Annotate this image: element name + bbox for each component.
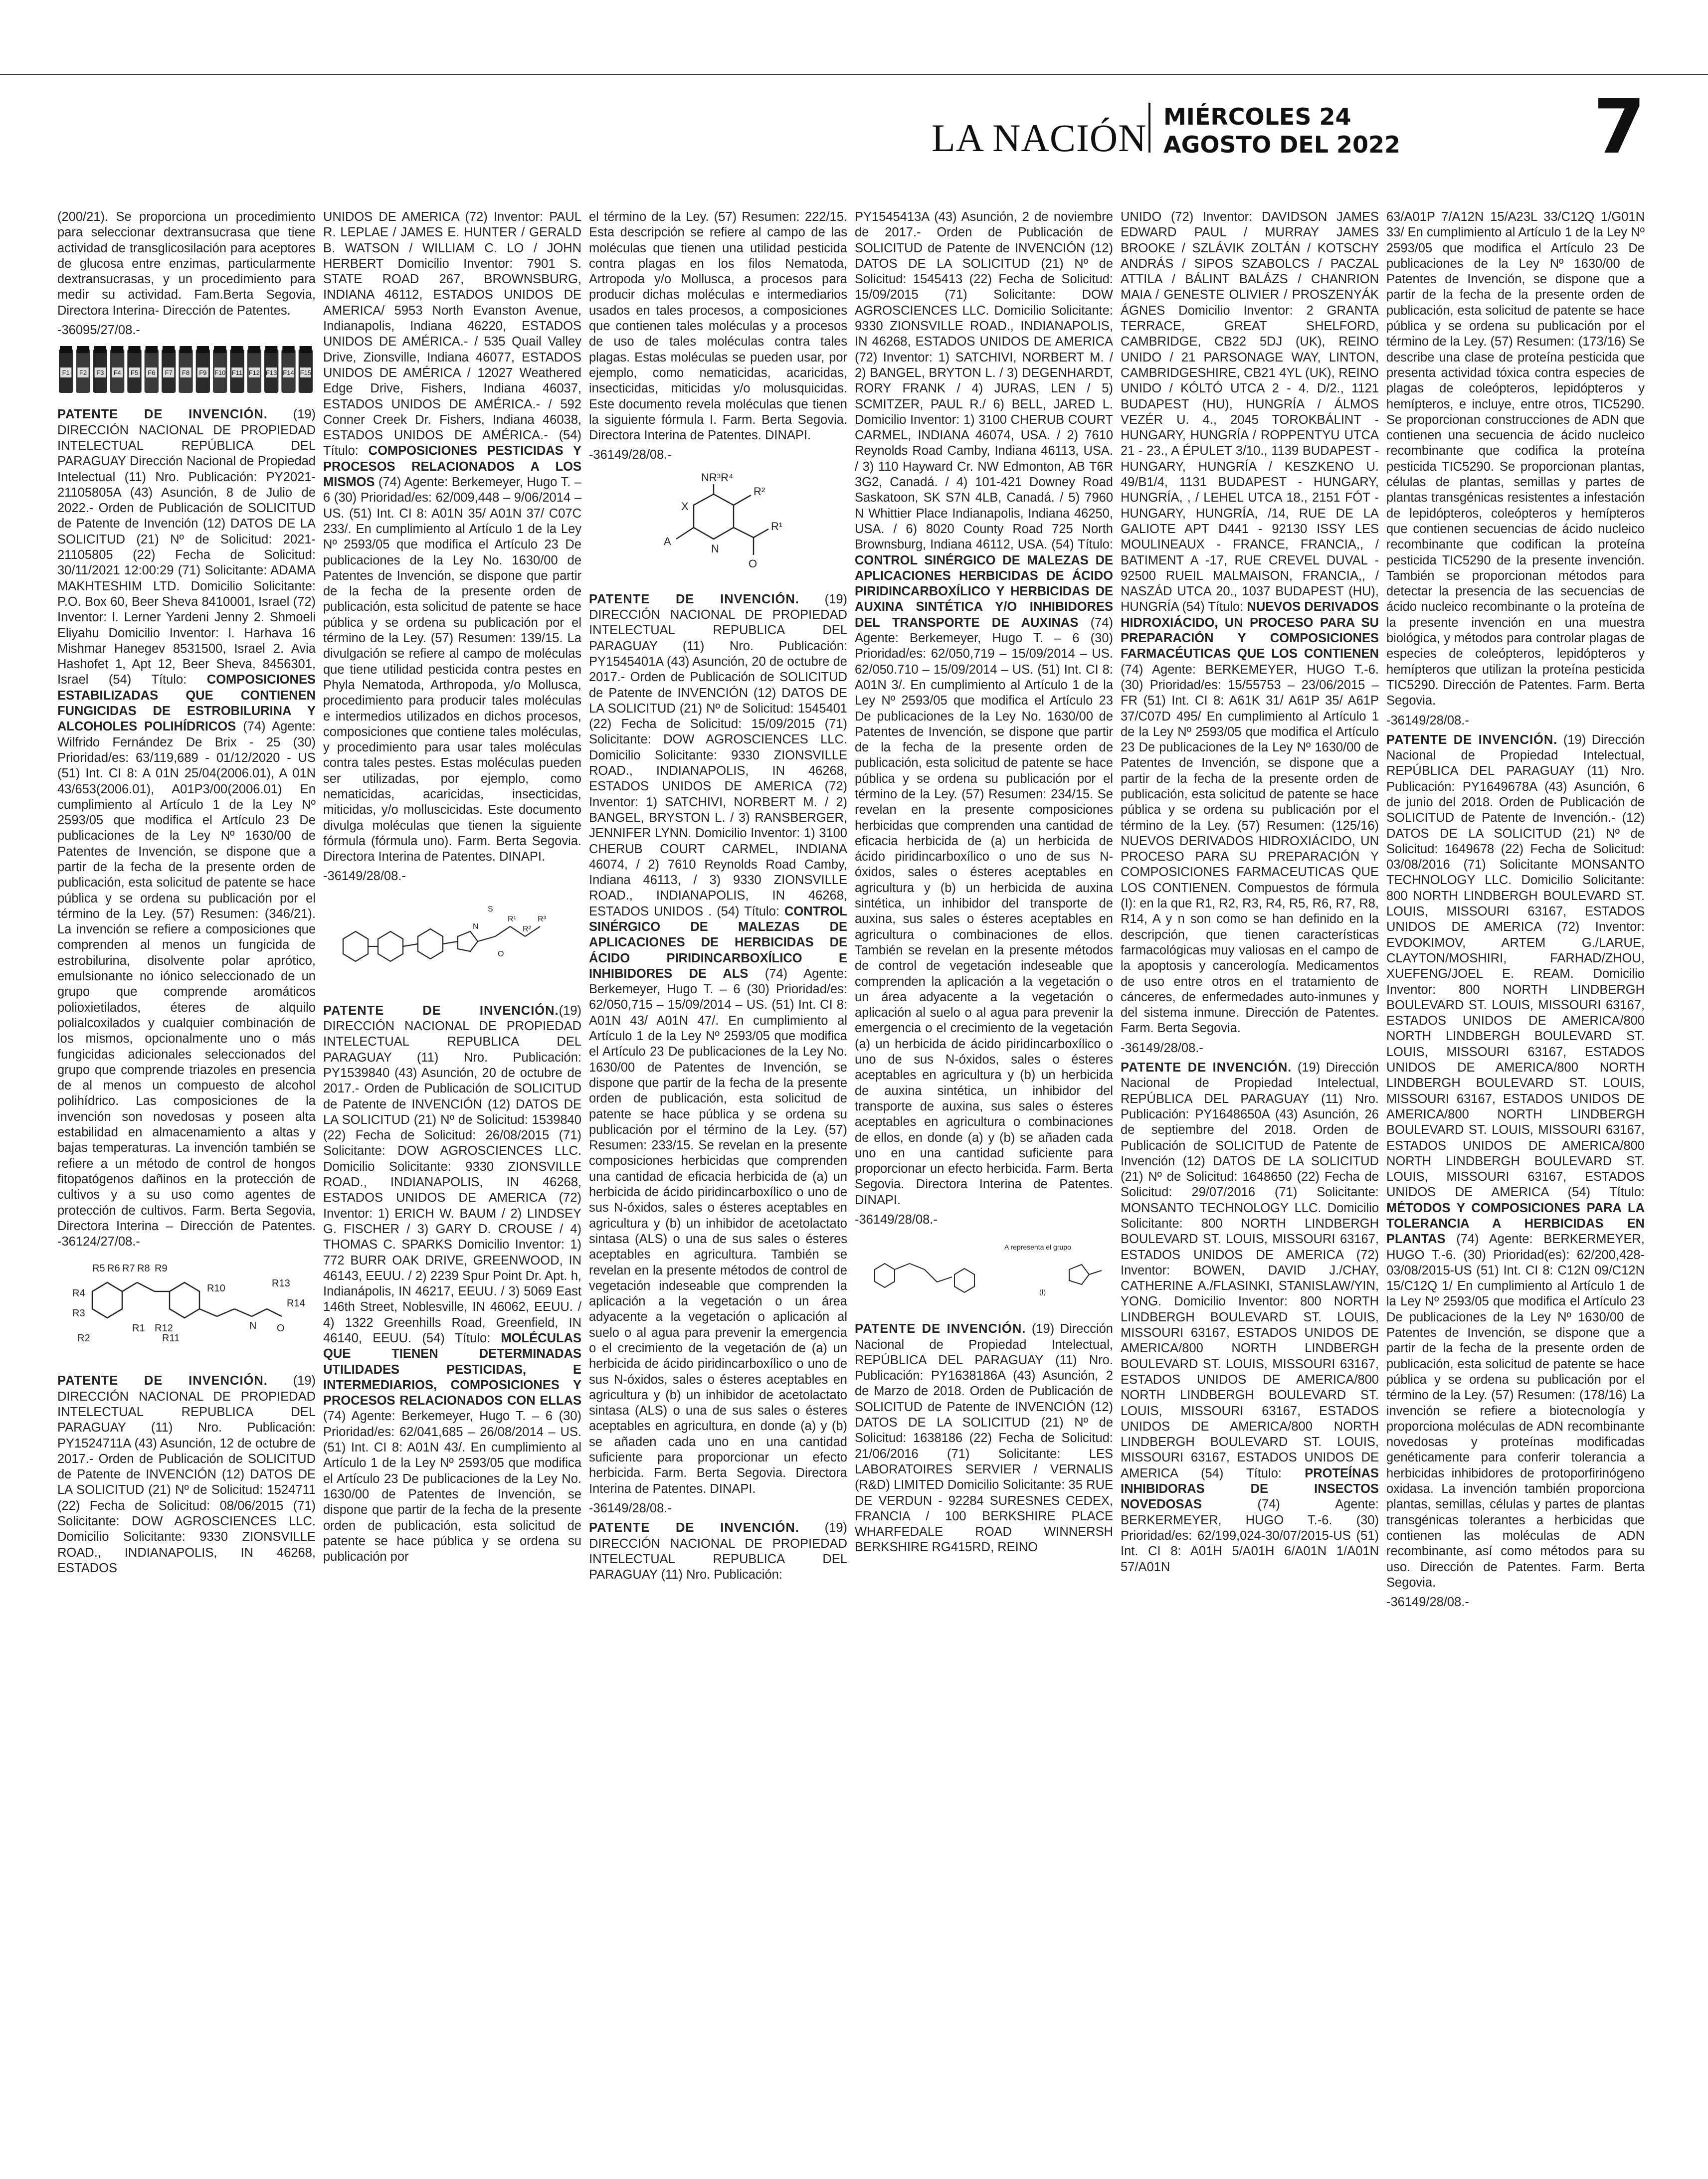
patent-entry: PATENTE DE INVENCIÓN. (19) DIRECCIÓN NACIONAL DE PROPIEDAD INTELECTUAL REPUBLICA DEL PARAGUAY (11) Nro. Publicación: xyxy=(589,1521,847,1582)
vial-label: F14 xyxy=(283,369,294,377)
column-5 xyxy=(1121,209,1379,2164)
entry-title: PATENTE DE INVENCIÓN. xyxy=(57,407,268,422)
vial-cap xyxy=(94,346,106,353)
vial-label: F3 xyxy=(96,369,104,377)
vial-label: F15 xyxy=(300,369,312,377)
vial-label: F5 xyxy=(130,369,139,377)
structure-label: N xyxy=(249,1320,257,1332)
structure-label: R6 xyxy=(107,1263,120,1274)
vial-label: F8 xyxy=(182,369,190,377)
structure-label: NR³R⁴ xyxy=(701,471,734,484)
structure-label: R11 xyxy=(162,1333,180,1344)
patent-title: COMPOSICIONES ESTABILIZADAS QUE CONTIENEN FUNGICIDAS DE ESTROBILURINA Y ALCOHOLES POLIHÍDRICOS xyxy=(57,673,316,734)
newspaper-logo: LA NACIÓN xyxy=(932,116,1147,160)
patent-title: CONTROL SINÉRGICO DE MALEZAS DE APLICACIONES DE HERBICIDAS DE ÁCIDO PIRIDINCARBOXÍLICO E INHIBIDORES DE ALS xyxy=(589,904,847,981)
vial-cap xyxy=(146,346,158,353)
structure-label: R2 xyxy=(77,1333,90,1344)
patent-entry: UNIDO (72) Inventor: DAVIDSON JAMES EDWARD PAUL / MURRAY JAMES BROOKE / SZLÁVIK ZOLTÁN / KOTSCHY ANDRÁS / SIPOS SZABOLCS / PACZAL ATTILA / BÁLINT BALÁZS / CHANRION MAIA / GENESTE OLIVIER / PROSZENYÁK ÁGNES Domicilio Inventor: 2 GRANTA TERRACE, GREAT SHELFORD, CAMBRIDGE, CB22 5DJ (UK), REINO UNIDO / 21 PARSONAGE WAY, LINTON, CAMBRIDGESHIRE, CB21 4YL (UK), REINO UNIDO / KÓLTÓ UTCA 2 - 4. D/2., 1121 BUDAPEST (HU), HUNGRÍA / ÁLMOS VEZÉR U. 4., 2045 TOROKBÁLINT - HUNGARY, HUNGRÍA / ROPPENTYU UTCA 21 - 23., A ÉPULET 3/10., 1139 BUDAPEST - HUNGARY, HUNGRÍA / KESZKENO U. 49/B1/4, 1131 BUDAPEST - HUNGARY, HUNGRÍA, , / LEHEL UTCA 18., 2151 FÓT - HUNGARY, HUNGRÍA, /14, RUE DE LA GALIOTE APT D441 - 92130 ISSY LES MOULINEAUX - FRANCE, FRANCIA,, / BATIMENT A -17, RUE CREVEL DUVAL - 92500 RUEIL MALMAISON, FRANCIA,, / NASZÁD UTCA 20., 1037 BUDAPEST (HU), HUNGRÍA (54) Título: NUEVOS DERIVADOS HIDROXIÁCIDO, UN PROCESO PARA SU PREPARACIÓN Y COMPOSICIONES FARMACÉUTICAS QUE LOS CONTIENEN (74) Agente: BERKEMEYER, HUGO T.-6. (30) Prioridad/es: 15/55753 – 23/06/2015 – FR (51) Int. CI 8: A61K 31/ A61P 35/ A61P 37/C07D 495/ En cumplimiento al Artículo 1 de la Ley Nº 2593/05 que modifica el Artículo 23 De publicaciones de la Ley Nº 1630/00 de Patentes de Invención, se dispone que a partir de la fecha de la presente orden de publicación, esta solicitud de patente se hace pública y se ordena su publicación por el término de la Ley. (57) Resumen: (125/16) NUEVOS DERIVADOS HIDROXIÁCIDO, UN PROCESO PARA SU PREPARACIÓN Y COMPOSICIONES FARMACEUTICAS QUE LOS CONTIENEN. Compuestos de fórmula (I): en la que R1, R2, R3, R4, R5, R6, R7, R8, R14, A y n son como se han definido en la descripción, que tienen características farmacológicas muy valiosas en el campo de la apoptosis y cancerología. Medicamentos de uso entre otros en el tratamiento de cánceres, de enfermedades auto-inmunes y del sistema inmune. Dirección de Patentes. Farm. Berta Segovia. xyxy=(1121,210,1379,1036)
patent-entry: PATENTE DE INVENCIÓN. (19) Dirección Nacional de Propiedad Intelectual, REPÚBLICA DEL PARAGUAY (11) Nro. Publicación: PY1638186A (43) Asunción, 2 de Marzo de 2018. Orden de Publicación de SOLICITUD de Patente de INVENCIÓN (12) DATOS DE LA SOLICITUD (21) Nº de Solicitud: 1638186 (22) Fecha de Solicitud: 21/06/2016 (71) Solicitante: LES LABORATOIRES SERVIER / VERNALIS (R&D) LIMITED Domicilio Solicitante: 35 RUE DE VERDUN - 92284 SURESNES CEDEX, FRANCIA / 100 BERKSHIRE PLACE WHARFEDALE ROAD WINNERSH BERKSHIRE RG415RD, REINO xyxy=(855,1322,1113,1555)
entry-text: el término de la Ley. (57) Resumen: 222/15. Esta descripción se refiere al campo de las moléculas que tienen una utilidad pesticida contra plagas en los filos Nematoda, Artropoda y/o Mollusca, a procesos para producir dichas moléculas e intermediarios usados en tales procesos, a composiciones que contienen tales moléculas y a procesos de uso de tales moléculas contra tales plagas. Estas moléculas se pueden usar, por ejemplo, como nematicidas, acaricidas, insecticidas, miticidas y/o molusquicidas. Este documento revela moléculas que tienen la siguiente fórmula I. Farm. Berta Segovia. Directora Interina de Patentes. DINAPI. xyxy=(589,210,847,443)
structure-label: R² xyxy=(523,924,531,933)
patent-title: MÉTODOS Y COMPOSICIONES PARA LA TOLERANCIA A HERBICIDAS EN PLANTAS xyxy=(1386,1201,1645,1247)
patent-entry: PATENTE DE INVENCIÓN. (19) DIRECCIÓN NACIONAL DE PROPIEDAD INTELECTUAL REPÚBLICA DEL PARAGUAY Dirección Nacional de Propiedad Intelectual (11) Nro. Publicación: PY2021-21105805A (43) Asunción, 8 de Julio de 2022.- Orden de Publicación de SOLICITUD de Patente de Invención (12) DATOS DE LA SOLICITUD (21) Nº de Solicitud: 2021-21105805 (22) Fecha de Solicitud: 30/11/2021 12:00:29 (71) Solicitante: ADAMA MAKHTESHIM LTD. Domicilio Solicitante: P.O. Box 60, Beer Sheva 8410001, Israel (72) Inventor: l. Lerner Yardeni Jenny 2. Shmoeli Eliyahu Domicilio Inventor: l. Harhava 16 Mishmar Hanegev 8531500, Israel 2. Avia Hashofet 1, Apt 12, Beer Sheva, 8456301, Israel (54) Título: COMPOSICIONES ESTABILIZADAS QUE CONTIENEN FUNGICIDAS DE ESTROBILURINA Y ALCOHOLES POLIHÍDRICOS (74) Agente: Wilfrido Fernández De Brix - 25 (30) Prioridad/es: 63/119,689 - 01/12/2020 - US (51) Int. CI 8: A 01N 25/04(2006.01), A 01N 43/653(2006.01), A01P3/00(2006.01) En cumplimiento al Artículo 1 de la Ley Nº 2593/05 que modifica el Artículo 23 De publicaciones de la Ley Nº 1630/00 de Patentes de Invención, se dispone que a partir de la fecha de la presente orden de publicación, esta solicitud de patente se hace pública y se ordena su publicación por el término de la Ley. (57) Resumen: (346/21). La invención se refiere a composiciones que comprenden al menos un fungicida de estrobilurina, disolvente polar aprótico, emulsionante no iónico seleccionado de un grupo que comprende aromáticos polioxietilados, éteres de alquilo polialcoxilados y cualquier combinación de los mismos, opcionalmente uno o más fungicidas adicionales seleccionados del grupo que comprende triazoles en presencia de al menos un compuesto de alcohol polihídrico. Las composiciones de la invención son novedosas y poseen alta estabilidad en almacenamiento a altas y bajas temperaturas. La invención también se refiere a un método de control de hongos fitopatógenos dañinos en la protección de cultivos y a su uso como agentes de protección de cultivos. Farm. Berta Segovia, Directora Interina – Dirección de Patentes. -36124/27/08.- xyxy=(57,407,316,1249)
chemical-structure-figure xyxy=(323,892,580,991)
chemical-structure-figure xyxy=(855,1235,1112,1309)
structure-label: R13 xyxy=(272,1278,290,1289)
vial-cap xyxy=(282,346,294,353)
column-4 xyxy=(855,209,1113,2164)
patent-title: COMPOSICIONES PESTICIDAS Y PROCESOS RELACIONADOS A LOS MISMOS xyxy=(323,444,581,490)
entry-signature: -36149/28/08.- xyxy=(1386,1595,1469,1610)
vial-cap xyxy=(180,346,191,353)
structure-label: O xyxy=(277,1323,285,1334)
vials-figure xyxy=(57,345,314,395)
vial-cap xyxy=(163,346,175,353)
patent-entry: UNIDOS DE AMERICA (72) Inventor: PAUL R. LEPLAE / JAMES E. HUNTER / GERALD B. WATSON / WILLIAM C. LO / JOHN HERBERT Domicilio Inventor: 7901 S. STATE ROAD 267, BROWNSBURG, INDIANA 46112, ESTADOS UNIDOS DE AMERICA/ 5953 North Evanston Avenue, Indianapolis, Indiana 46220, ESTADOS UNIDOS DE AMÉRICA.- / 535 Quail Valley Drive, Zionsville, Indiana 46077, ESTADOS UNIDOS DE AMÉRICA / 12027 Weathered Edge Drive, Fishers, Indiana 46037, ESTADOS UNIDOS DE AMÉRICA.- / 592 Conner Creek Dr. Fishers, Indiana 46038, ESTADOS UNIDOS DE AMÉRICA.- (54) Título: COMPOSICIONES PESTICIDAS Y PROCESOS RELACIONADOS A LOS MISMOS (74) Agente: Berkemeyer, Hugo T. – 6 (30) Prioridad/es: 62/009,448 – 9/06/2014 – US. (51) Int. CI 8: A01N 35/ A01N 37/ C07C 233/. En cumplimiento al Artículo 1 de la Ley Nº 2593/05 que modifica el Artículo 23 De publicaciones de la Ley No. 1630/00 de Patentes de Invención, se dispone que partir de la fecha de la presente orden de publicación, esta solicitud de patente se hace pública y se ordena su publicación por el término de la Ley. (57) Resumen: 139/15. La divulgación se refiere al campo de moléculas que tiene utilidad pesticida contra pestes en Phyla Nematoda, Arthropoda, y/o Mollusca, procedimiento para producir tales moléculas e intermedios utilizados en dichos procesos, composiciones que contiene tales moléculas, y procedimiento para usar tales moléculas contra tales pestes. Estas moléculas pueden ser utilizadas, por ejemplo, como nematicidas, acaricidas, insecticidas, miticidas, y/o molluscicidas. Este documento divulga moléculas que tienen la siguiente fórmula (fórmula uno). Farm. Berta Segovia. Directora Interina de Patentes. DINAPI. xyxy=(323,210,581,864)
entry-signature: -36095/27/08.- xyxy=(57,323,140,338)
vial-cap xyxy=(128,346,140,353)
entry-title: PATENTE DE INVENCIÓN. xyxy=(589,592,799,606)
structure-label: R4 xyxy=(72,1288,85,1299)
edition-date xyxy=(1163,103,1400,159)
patent-entry: PATENTE DE INVENCIÓN.(19) DIRECCIÓN NACIONAL DE PROPIEDAD INTELECTUAL REPUBLICA DEL PARAGUAY (11) Nro. Publicación: PY1539840 (43) Asunción, 20 de octubre de 2017.- Orden de Publicación de SOLICITUD de Patente de INVENCIÓN (12) DATOS DE LA SOLICITUD (21) Nº de Solicitud: 1539840 (22) Fecha de Solicitud: 26/08/2015 (71) Solicitante: DOW AGROSCIENCES LLC. Domicilio Solicitante: 9330 ZIONSVILLE ROAD., INDIANAPOLIS, IN 46268, ESTADOS UNIDOS DE AMERICA (72) Inventor: 1) ERICH W. BAUM / 2) LINDSEY G. FISCHER / 3) GARY D. CROUSE / 4) THOMAS C. SPARKS Domicilio Inventor: 1) 772 BURR OAK DRIVE, GREENWOOD, IN 46143, EEUU. / 2) 2239 Spur Point Dr. Apt. h, Indianápolis, IN 46217, EEUU. / 3) 5069 East 146th Street, Noblesville, IN 46062, EEUU. / 4) 1322 Greenhills Road, Greenfield, IN 46140, EEUU. (54) Título: MOLÉCULAS QUE TIENEN DETERMINADAS UTILIDADES PESTICIDAS, E INTERMEDIARIOS, COMPOSICIONES Y PROCESOS RELACIONADOS CON ELLAS (74) Agente: Berkemeyer, Hugo T. – 6 (30) Prioridad/es: 62/041,685 – 26/08/2014 – US. (51) Int. CI 8: A01N 43/. En cumplimiento al Artículo 1 de la Ley Nº 2593/05 que modifica el Artículo 23 De publicaciones de la Ley No. 1630/00 de Patentes de Invención, se dispone que partir de la fecha de la presente orden de publicación, esta solicitud de patente se hace pública y se ordena su publicación por xyxy=(323,1003,581,1564)
entry-title: PATENTE DE INVENCIÓN. xyxy=(589,1521,799,1535)
structure-label: R¹ xyxy=(508,914,516,923)
entry-signature: -36149/28/08.- xyxy=(1386,713,1469,727)
vial-cap xyxy=(197,346,209,353)
vial-label: F9 xyxy=(199,369,207,377)
vial-label: F11 xyxy=(231,369,243,377)
vial-label: F7 xyxy=(165,369,173,377)
structure-label: R9 xyxy=(155,1263,168,1274)
masthead-divider xyxy=(1148,103,1150,153)
entry-signature: -36149/28/08.- xyxy=(323,869,406,884)
vial-cap xyxy=(77,346,89,353)
vial-cap xyxy=(214,346,226,353)
patent-entry: PY1545413A (43) Asunción, 2 de noviembre de 2017.- Orden de Publicación de SOLICITUD de Patente de INVENCIÓN (12) DATOS DE LA SOLICITUD (21) Nº de Solicitud: 1545413 (22) Fecha de Solicitud: 15/09/2015 (71) Solicitante: DOW AGROSCIENCES LLC. Domicilio Solicitante: 9330 ZIONSVILLE ROAD., INDIANAPOLIS, IN 46268, ESTADOS UNIDOS DE AMERICA (72) Inventor: 1) SATCHIVI, NORBERT M. / 2) BANGEL, BRYTON L. / 3) DEGENHARDT, RORY FRANK / 4) JURAS, LEN / 5) SCMITZER, PAUL R./ 6) BELL, JARED L. Domicilio Inventor: 1) 3100 CHERUB COURT CARMEL, INDIANA 46074, USA. / 2) 7610 Reynolds Road Camby, Indiana 46113, USA. / 3) 110 Hayward Cr. NW Edmonton, AB T6R 3G2, Canadá. / 4) 101-421 Downey Road Saskatoon, SK S7N 4LB, Canadá. / 5) 7960 N Whittier Place Indianapolis, Indiana 46250, USA. / 6) 8020 County Road 725 North Brownsburg, Indiana 46112, USA. (54) Título: CONTROL SINÉRGICO DE MALEZAS DE APLICACIONES HERBICIDAS DE ÁCIDO PIRIDINCARBOXÍLICO Y HERBICIDAS DE AUXINA SINTÉTICA Y/O INHIBIDORES DEL TRANSPORTE DE AUXINAS (74) Agente: Berkemeyer, Hugo T. – 6 (30) Prioridad/es: 62/050,719 – 15/09/2014 – US. 62/050.710 – 15/09/2014 – US. (51) Int. CI 8: A01N 3/. En cumplimiento al Artículo 1 de la Ley Nº 2593/05 que modifica el Artículo 23 De publicaciones de la Ley No. 1630/00 de Patentes de Invención, se dispone que partir de la fecha de la presente orden de publicación, esta solicitud de patente se hace pública y se ordena su publicación por el término de la Ley. (57) Resumen: 234/15. Se revelan en la presente composiciones herbicidas que comprenden una cantidad de eficacia herbicida de (a) un herbicida de ácido piridincarboxílico o uno de sus N-óxidos, sales o ésteres aceptables en agricultura y (b) un herbicida de auxina sintética, un inhibidor del transporte de auxina, sus sales o ésteres aceptables en agricultura o combinaciones de ellos. También se revelan en la presente métodos de control de vegetación indeseable que comprenden la aplicación a la vegetación o un área adyacente a la vegetación o aplicación al suelo o al agua para prevenir la emergencia o el crecimiento de la vegetación (a) un herbicida de ácido piridincarboxílico o uno de sus N-óxidos, sales o ésteres aceptables en agricultura y (b) un herbicida de auxina sintética, un inhibidor del transporte de auxina, sus sales o ésteres aceptables en agricultura o combinaciones de ellos, en donde (a) y (b) se añaden cada uno en una cantidad suficiente para proporcionar un efecto herbicida. Farm. Berta Segovia. Directora Interina de Patentes. DINAPI. xyxy=(855,210,1113,1207)
formula-number: (I) xyxy=(1039,1288,1046,1296)
structure-label: R5 xyxy=(92,1263,105,1274)
entry-title: PATENTE DE INVENCIÓN. xyxy=(1386,732,1558,747)
vial-label: F6 xyxy=(148,369,156,377)
structure-label: R7 xyxy=(122,1263,135,1274)
vial-label: F10 xyxy=(214,369,226,377)
page-number: 7 xyxy=(1593,84,1646,171)
structure-label: R8 xyxy=(137,1263,150,1274)
entry-signature: -36149/28/08.- xyxy=(589,448,672,462)
vial-label: F12 xyxy=(248,369,260,377)
entry-title: PATENTE DE INVENCIÓN. xyxy=(323,1003,559,1018)
structure-label: R14 xyxy=(287,1298,305,1309)
patent-title: MOLÉCULAS QUE TIENEN DETERMINADAS UTILIDADES PESTICIDAS, E INTERMEDIARIOS, COMPOSICIONES Y PROCESOS RELACIONADOS CON ELLAS xyxy=(323,1331,581,1408)
structure-label: A xyxy=(664,535,671,547)
entry-text: 63/A01P 7/A12N 15/A23L 33/C12Q 1/G01N 33/ En cumplimiento al Artículo 1 de la Ley Nº 2593/05 que modifica el Artículo 23 De publicaciones de la Ley Nº 1630/00 de Patentes de Invención, se dispone que a partir de la fecha de la presente orden de publicación, esta solicitud de patente se hace pública y se ordena su publicación por el término de la Ley. (57) Resumen: (173/16) Se describe una clase de proteína pesticida que presenta actividad tóxica contra especies de plagas de coleópteros, lepidópteros y hemípteros, e incluye, entre otros, TIC5290. Se proporcionan construcciones de ADN que contienen una secuencia de ácido nucleico recombinante que codifica la proteína pesticida TIC5290. Se proporcionan plantas, células de plantas, semillas y partes de plantas transgénicas resistentes a infestación de lepidópteros, coleópteros y hemípteros que contienen secuencias de ácido nucleico recombinante que codifican la proteína pesticida TIC5290 de la presente invención. También se proporcionan métodos para detectar la presencia de las secuencias de ácido nucleico recombinante o la proteína de la presente invención en una muestra biológica, y métodos para controlar plagas de especies de coleópteros, lepidópteros y hemípteros que utilizan la proteína pesticida TIC5290. Dirección de Patentes. Farm. Berta Segovia. xyxy=(1386,210,1645,708)
structure-label: N xyxy=(473,922,479,931)
entry-text: (200/21). Se proporciona un procedimiento para seleccionar dextransucrasa que tiene actividad de transglicosilación para aceptores de glucosa entre enzimas, particularmente dextransucrasas, y un procedimiento para medir su actividad. Fam.Berta Segovia, Directora Interina- Dirección de Patentes. xyxy=(57,210,316,318)
patent-title: NUEVOS DERIVADOS HIDROXIÁCIDO, UN PROCESO PARA SU PREPARACIÓN Y COMPOSICIONES FARMACÉUTICAS QUE LOS CONTIENEN xyxy=(1121,600,1379,661)
column-2 xyxy=(323,209,581,2164)
entry-title: PATENTE DE INVENCIÓN. xyxy=(57,1374,268,1388)
entry-title: PATENTE DE INVENCIÓN. xyxy=(855,1322,1026,1336)
patent-entry: PATENTE DE INVENCIÓN. (19) DIRECCIÓN NACIONAL DE PROPIEDAD INTELECTUAL REPUBLICA DEL PARAGUAY (11) Nro. Publicación: PY1524711A (43) Asunción, 12 de octubre de 2017.- Orden de Publicación de SOLICITUD de Patente de INVENCIÓN (12) DATOS DE LA SOLICITUD (21) Nº de Solicitud: 1524711 (22) Fecha de Solicitud: 08/06/2015 (71) Solicitante: DOW AGROSCIENCES LLC. Domicilio Solicitante: 9330 ZIONSVILLE ROAD., INDIANAPOLIS, IN 46268, ESTADOS xyxy=(57,1374,316,1575)
patent-entry: PATENTE DE INVENCIÓN. (19) DIRECCIÓN NACIONAL DE PROPIEDAD INTELECTUAL REPUBLICA DEL PARAGUAY (11) Nro. Publicación: PY1545401A (43) Asunción, 20 de octubre de 2017.- Orden de Publicación de SOLICITUD de Patente de INVENCIÓN (12) DATOS DE LA SOLICITUD (21) Nº de Solicitud: 1545401 (22) Fecha de Solicitud: 15/09/2015 (71) Solicitante: DOW AGROSCIENCES LLC. Domicilio Solicitante: 9330 ZIONSVILLE ROAD., INDIANAPOLIS, IN 46268, ESTADOS UNIDOS DE AMERICA (72) Inventor: 1) SATCHIVI, NORBERT M. / 2) BANGEL, BRYSTON L. / 3) RANSBERGER, JENNIFER LYNN. Domicilio Inventor: 1) 3100 CHERUB COURT CARMEL, INDIANA 46074, / 2) 7610 Reynolds Road Camby, Indiana 46113, / 3) 9330 ZIONSVILLE ROAD., INDIANAPOLIS, IN 46268, ESTADOS UNIDOS . (54) Título: CONTROL SINÉRGICO DE MALEZAS DE APLICACIONES DE HERBICIDAS DE ÁCIDO PIRIDINCARBOXÍLICO E INHIBIDORES DE ALS (74) Agente: Berkemeyer, Hugo T. – 6 (30) Prioridad/es: 62/050,715 – 15/09/2014 – US. (51) Int. CI 8: A01N 43/ A01N 47/. En cumplimiento al Artículo 1 de la Ley Nº 2593/05 que modifica el Artículo 23 De publicaciones de la Ley No. 1630/00 de Patentes de Invención, se dispone que partir de la fecha de la presente orden de publicación, esta solicitud de patente se hace pública y se ordena su publicación por el término de la Ley. (57) Resumen: 233/15. Se revelan en la presente composiciones herbicidas que comprenden una cantidad de eficacia herbicida de (a) un herbicida de ácido piridincarboxílico o uno de sus N-óxidos, sales o ésteres aceptables en agricultura y (b) un inhibidor de acetolactato sintasa (ALS) o una de sus sales o ésteres aceptables en agricultura. También se revelan en la presente métodos de control de vegetación indeseable que comprenden la aplicación a la vegetación o un área adyacente a la vegetación o aplicación al suelo o al agua para prevenir la emergencia o el crecimiento de la vegetación de (a) un herbicida de ácido piridincarboxílico o uno de sus N-óxidos, sales o ésteres aceptables en agricultura y (b) un inhibidor de acetolactato sintasa (ALS) o una de sus sales o ésteres aceptables en agricultura, en donde (a) y (b) se añaden cada uno en una cantidad suficiente para proporcionar un efecto herbicida. Farm. Berta Segovia. Directora Interina de Patentes. DINAPI. xyxy=(589,592,847,1496)
structure-label: R3 xyxy=(72,1308,85,1319)
structure-label: O xyxy=(498,949,504,958)
structure-label: O xyxy=(749,557,758,570)
vial-cap xyxy=(248,346,260,353)
top-rule xyxy=(0,74,1708,75)
vial-label: F1 xyxy=(62,369,70,377)
chemical-structure-figure xyxy=(57,1257,314,1361)
structure-label: R1 xyxy=(132,1323,145,1334)
vial-cap xyxy=(300,346,312,353)
entry-signature: -36149/28/08.- xyxy=(1121,1041,1203,1055)
edition-weekday: MIÉRCOLES 24 xyxy=(1163,103,1351,130)
entry-title: PATENTE DE INVENCIÓN. xyxy=(1121,1061,1292,1075)
structure-label: S xyxy=(488,905,493,913)
vial-label: F13 xyxy=(265,369,277,377)
vial-cap xyxy=(111,346,123,353)
patent-entry: PATENTE DE INVENCIÓN. (19) Dirección Nacional de Propiedad Intelectual, REPÚBLICA DEL PARAGUAY (11) Nro. Publicación: PY1649678A (43) Asunción, 6 de junio del 2018. Orden de Publicación de SOLICITUD de Patente de Invención.- (12) DATOS DE LA SOLICITUD (21) Nº de Solicitud: 1649678 (22) Fecha de Solicitud: 03/08/2016 (71) Solicitante MONSANTO TECHNOLOGY LLC. Domicilio Solicitante: 800 NORTH LINDBERGH BOULEVARD ST. LOUIS, MISSOURI 63167, ESTADOS UNIDOS DE AMERICA (72) Inventor: EVDOKIMOV, ARTEM G./LARUE, CLAYTON/MOSHIRI, FARHAD/ZHOU, XUEFENG/JOEL E. REAM. Domicilio Inventor: 800 NORTH LINDBERGH BOULEVARD ST. LOUIS, MISSOURI 63167, ESTADOS UNIDOS DE AMERICA/800 NORTH LINDBERGH BOULEVARD ST. LOUIS, MISSOURI 63167, ESTADOS UNIDOS DE AMERICA/800 NORTH LINDBERGH BOULEVARD ST. LOUIS, MISSOURI 63167, ESTADOS UNIDOS DE AMERICA/800 NORTH LINDBERGH BOULEVARD ST. LOUIS, MISSOURI 63167, ESTADOS UNIDOS DE AMERICA/800 NORTH LINDBERGH BOULEVARD ST. LOUIS, MISSOURI 63167, ESTADOS UNIDOS DE AMERICA (54) Título: MÉTODOS Y COMPOSICIONES PARA LA TOLERANCIA A HERBICIDAS EN PLANTAS (74) Agente: BERKERMEYER, HUGO T.-6. (30) Prioridad(es): 62/200,428-03/08/2015-US (51) Int. CI 8: C12N 09/C12N 15/C12Q 1/ En cumplimiento al Artículo 1 de la Ley Nº 2593/05 que modifica el Artículo 23 De publicaciones de la Ley Nº 1630/00 de Patentes de Invención, se dispone que a partir de la fecha de la presente orden de publicación, esta solicitud de patente se hace pública y se ordena su publicación por el término de la Ley. (57) Resumen: (178/16) La invención se refiere a biotecnología y proporciona moléculas de ADN recombinante novedosas y proteínas modificadas genéticamente para conferir tolerancia a herbicidas inhibidores de protoporfirinógeno oxidasa. La invención también proporciona plantas, semillas, células y partes de plantas transgénicas tolerantes a herbicidas que contienen las moléculas de ADN recombinante, así como métodos para su uso. Dirección de Patentes. Farm. Berta Segovia. xyxy=(1386,732,1645,1590)
patent-entry: PATENTE DE INVENCIÓN. (19) Dirección Nacional de Propiedad Intelectual, REPÚBLICA DEL PARAGUAY (11) Nro. Publicación: PY1648650A (43) Asunción, 26 de septiembre del 2018. Orden de Publicación de SOLICITUD de Patente de Invención (12) DATOS DE LA SOLICITUD (21) Nº de Solicitud: 1648650 (22) Fecha de Solicitud: 29/07/2016 (71) Solicitante: MONSANTO TECHNOLOGY LLC. Domicilio Solicitante: 800 NORTH LINDBERGH BOULEVARD ST. LOUIS, MISSOURI 63167, ESTADOS UNIDOS DE AMERICA (72) Inventor: BOWEN, DAVID J./CHAY, CATHERINE A./FLASINKI, STANISLAW/YIN, YONG. Domicilio Inventor: 800 NORTH LINDBERGH BOULEVARD ST. LOUIS, MISSOURI 63167, ESTADOS UNIDOS DE AMERICA/800 NORTH LINDBERGH BOULEVARD ST. LOUIS, MISSOURI 63167, ESTADOS UNIDOS DE AMERICA/800 NORTH LINDBERGH BOULEVARD ST. LOUIS, MISSOURI 63167, ESTADOS UNIDOS DE AMERICA/800 NORTH LINDBERGH BOULEVARD ST. LOUIS, MISSOURI 63167, ESTADOS UNIDOS DE AMERICA (54) Título: PROTEÍNAS INHIBIDORAS DE INSECTOS NOVEDOSAS (74) Agente: BERKERMEYER, HUGO T.-6. (30) Prioridad/es: 62/199,024-30/07/2015-US (51) Int. CI 8: A01H 5/A01H 6/A01N 1/A01N 57/A01N xyxy=(1121,1061,1379,1574)
patent-title: CONTROL SINÉRGICO DE MALEZAS DE APLICACIONES HERBICIDAS DE ÁCIDO PIRIDINCARBOXÍLICO Y HERBICIDAS DE AUXINA SINTÉTICA Y/O INHIBIDORES DEL TRANSPORTE DE AUXINAS xyxy=(855,553,1113,630)
column-6 xyxy=(1386,209,1645,2164)
vial-cap xyxy=(265,346,277,353)
entry-signature: -36149/28/08.- xyxy=(855,1213,938,1227)
structure-label: N xyxy=(711,542,719,555)
column-1 xyxy=(57,209,316,2164)
entry-signature: -36149/28/08.- xyxy=(589,1501,672,1515)
structure-label: R¹ xyxy=(771,520,783,533)
structure-label: R³ xyxy=(538,914,546,923)
vial-label: F4 xyxy=(113,369,121,377)
chemical-structure-figure xyxy=(589,470,846,580)
edition-month-year: AGOSTO DEL 2022 xyxy=(1163,131,1401,158)
structure-label: R² xyxy=(754,485,765,498)
vial-label: F2 xyxy=(79,369,87,377)
structure-label: X xyxy=(681,500,689,513)
structure-label: R10 xyxy=(207,1283,225,1294)
structure-caption: A representa el grupo xyxy=(1004,1243,1071,1252)
patent-title: PROTEÍNAS INHIBIDORAS DE INSECTOS NOVEDOSAS xyxy=(1121,1466,1379,1512)
column-3 xyxy=(589,209,847,2164)
vial-cap xyxy=(60,346,72,353)
vial-cap xyxy=(231,346,243,353)
structure-label: R12 xyxy=(155,1323,173,1334)
